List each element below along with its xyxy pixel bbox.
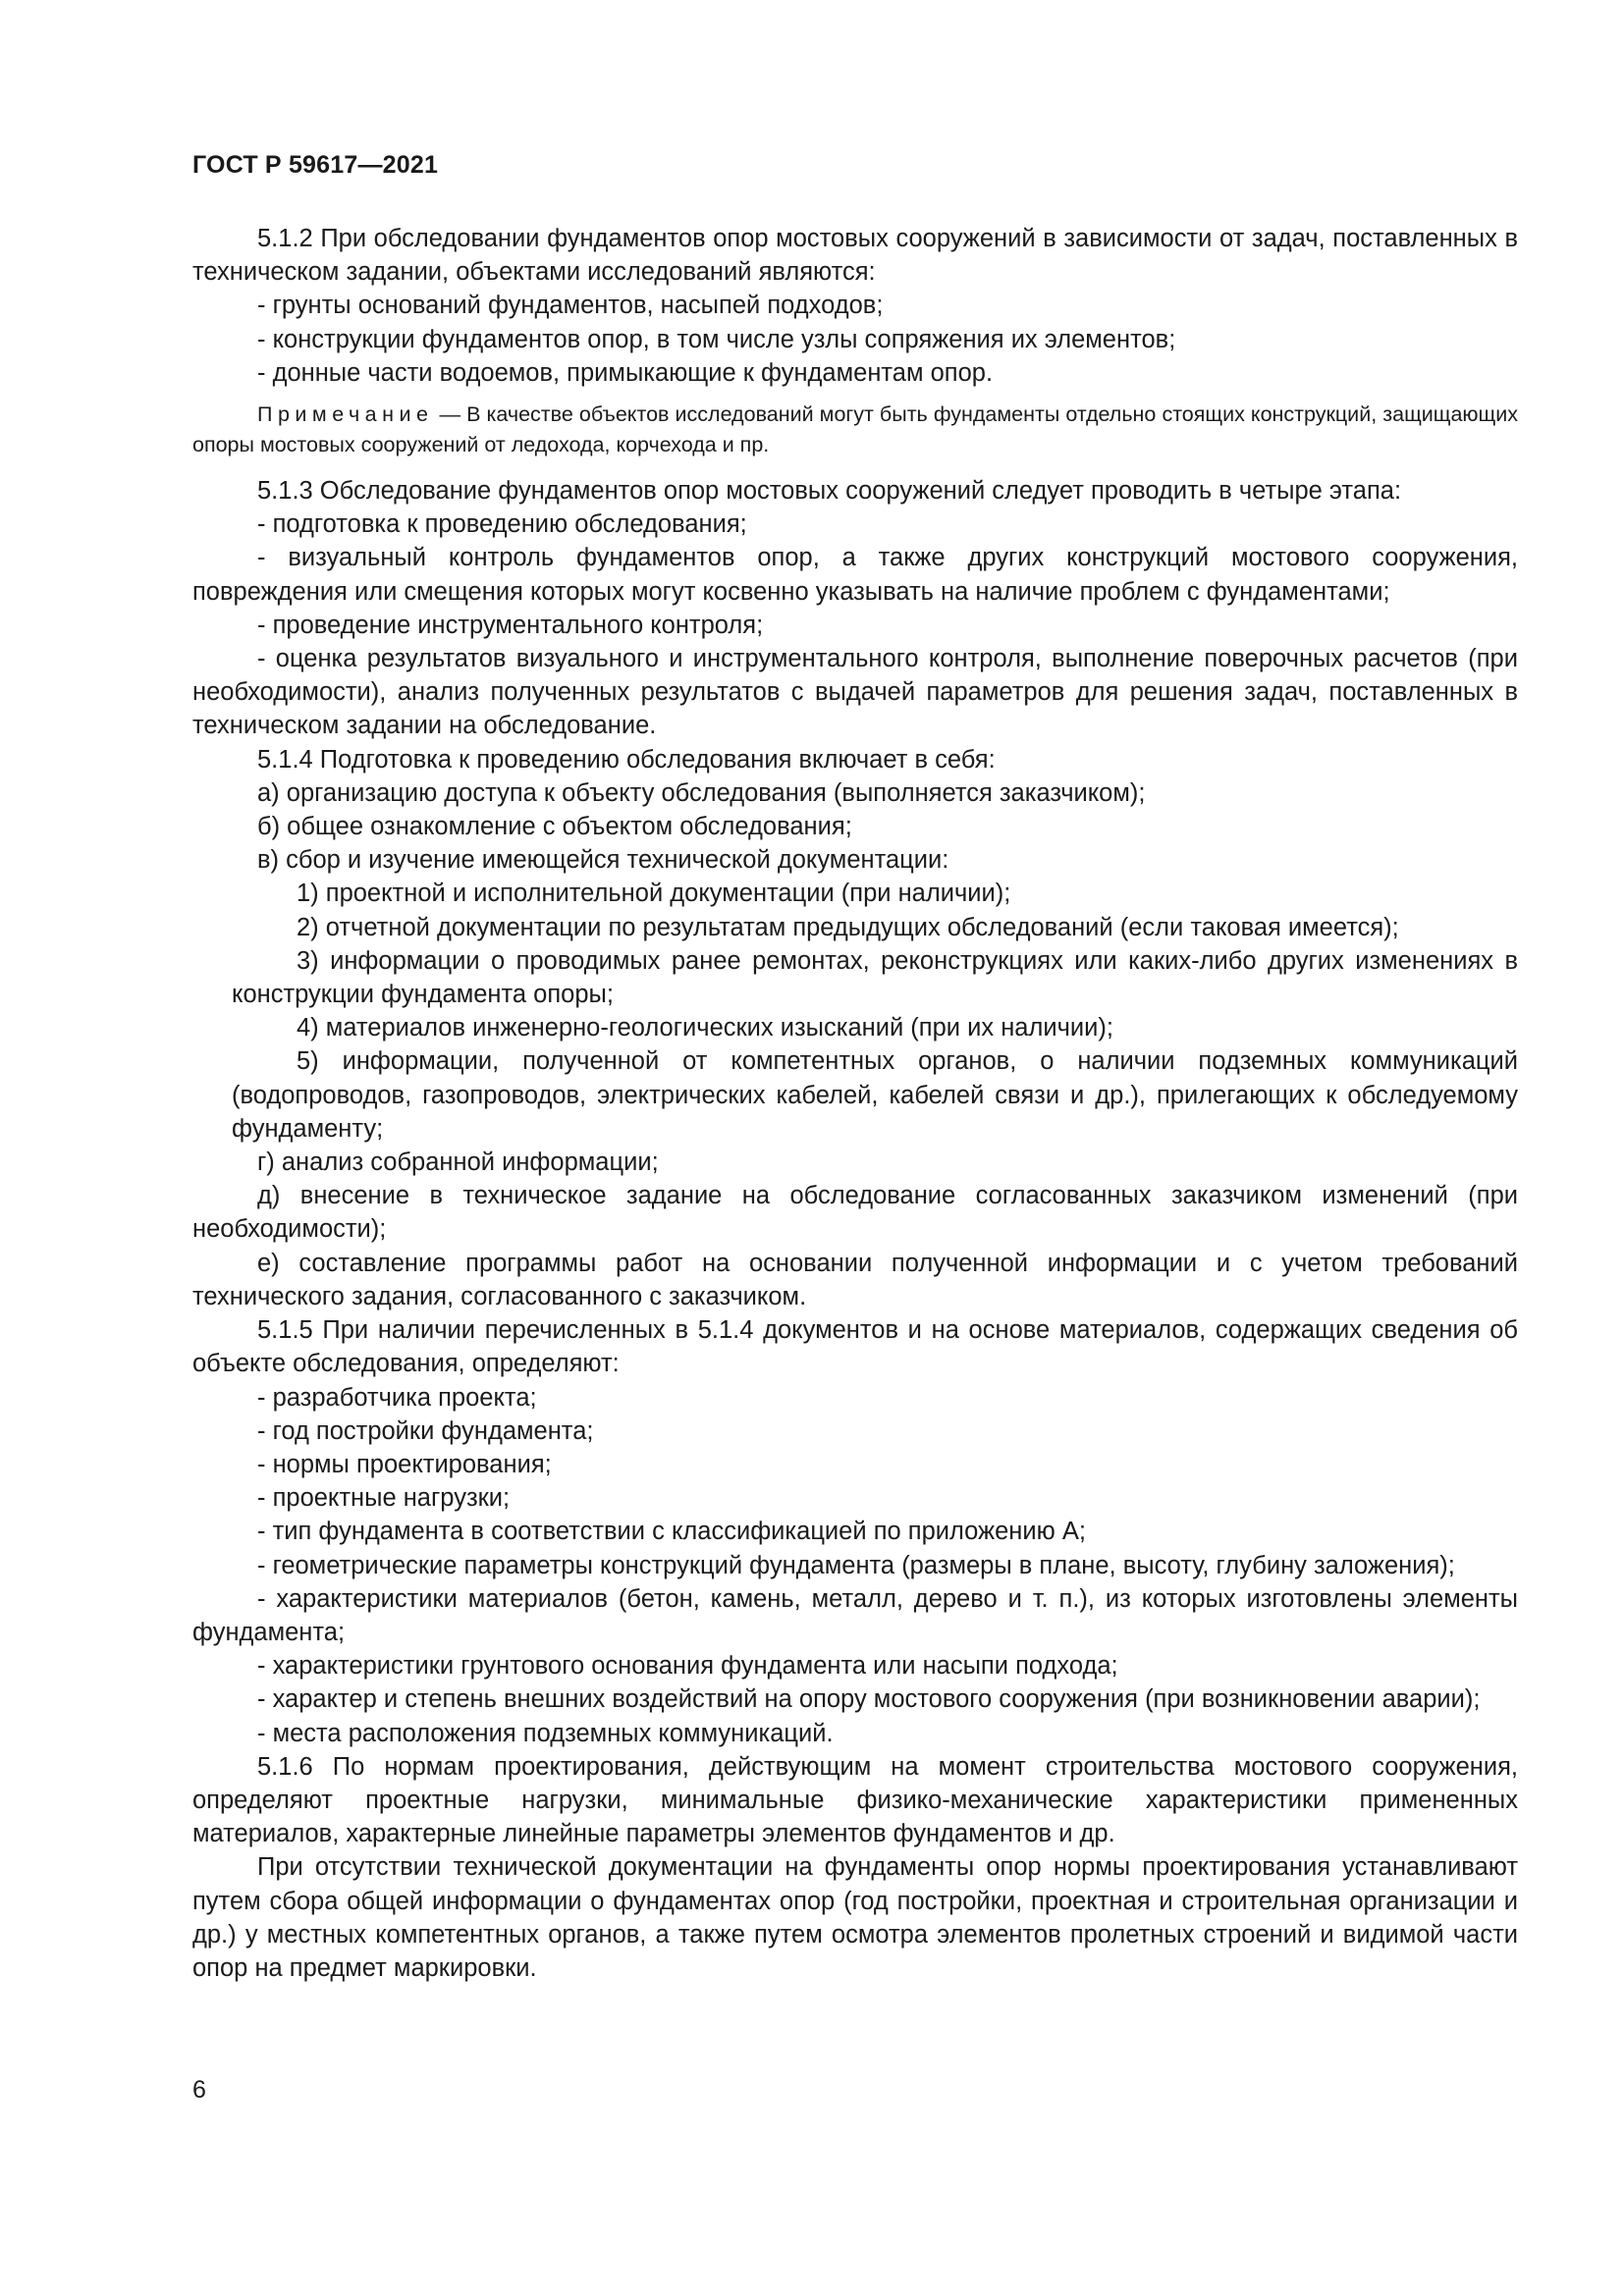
- note-dash: —: [433, 402, 467, 427]
- sub-list-item: 1) проектной и исполнительной документации (при наличии);: [297, 880, 1011, 908]
- sub-list-item: 4) материалов инженерно-геологических изысканий (при их наличии);: [297, 1014, 1113, 1042]
- list-item: е) составление программы работ на основании полученной информации и с учетом требований технического задания, согласованного с заказчиком.: [192, 1249, 1518, 1310]
- list-item: - характеристики грунтового основания фундамента или насыпи подхода;: [257, 1652, 1118, 1681]
- note-text: В качестве объектов исследований могут быть фундаменты отдельно стоящих конструкций, защищающих опоры мостовых сооружений от ледохода, корчехода и пр.: [192, 402, 1518, 457]
- list-item: - места расположения подземных коммуникаций.: [257, 1719, 834, 1747]
- list-item: - нормы проектирования;: [257, 1450, 552, 1478]
- list-item: - подготовка к проведению обследования;: [257, 510, 747, 539]
- clause-5-1-2: 5.1.2 При обследовании фундаментов опор мостовых сооружений в зависимости от задач, поставленных в техническом задании, объектами исследований являются:: [192, 225, 1518, 287]
- list-item: - характеристики материалов (бетон, камень, металл, дерево и т. п.), из которых изготовлены элементы фундамента;: [192, 1584, 1518, 1646]
- list-item: г) анализ собранной информации;: [257, 1148, 659, 1177]
- list-item: д) внесение в техническое задание на обследование согласованных заказчиком изменений (при необходимости);: [192, 1182, 1518, 1244]
- list-item: - год постройки фундамента;: [257, 1416, 594, 1445]
- list-item: - разработчика проекта;: [257, 1383, 537, 1412]
- note-label: Примечание: [257, 402, 434, 427]
- list-item: - визуальный контроль фундаментов опор, а также других конструкций мостового сооружения, повреждения или смещения которых могут косвенно указывать на наличие проблем с фундаментами;: [192, 544, 1518, 606]
- list-item: - проектные нагрузки;: [257, 1484, 511, 1513]
- list-item: - конструкции фундаментов опор, в том числе узлы сопряжения их элементов;: [257, 325, 1176, 353]
- sub-list-item: 3) информации о проводимых ранее ремонтах, реконструкциях или каких-либо других изменениях в конструкции фундамента опоры;: [232, 946, 1518, 1009]
- list-item: - грунты оснований фундаментов, насыпей подходов;: [257, 292, 884, 320]
- list-item: - тип фундамента в соответствии с классификацией по приложению А;: [257, 1518, 1086, 1546]
- list-item: - оценка результатов визуального и инструментального контроля, выполнение поверочных расчетов (при необходимости), анализ полученных результатов с выдачей параметров для решения задач, поставленных в техническом задании на обследование.: [192, 645, 1518, 740]
- list-item: - характер и степень внешних воздействий на опору мостового сооружения (при возникновении аварии);: [257, 1685, 1481, 1714]
- clause-5-1-6: 5.1.6 По нормам проектирования, действующим на момент строительства мостового сооружения, определяют проектные нагрузки, минимальные физико-механические характеристики примененных материалов, характерные линейные параметры элементов фундаментов и др.: [192, 1752, 1518, 1848]
- sub-list-item: 5) информации, полученной от компетентных органов, о наличии подземных коммуникаций (водопроводов, газопроводов, электрических кабелей, кабелей связи и др.), прилегающих к обследуемому фундаменту;: [232, 1047, 1518, 1143]
- document-body: [192, 222, 1518, 1985]
- paragraph: При отсутствии технической документации на фундаменты опор нормы проектирования устанавливают путем сбора общей информации о фундаментах опор (год постройки, проектная и строительная организации и др.) у местных компетентных органов, а также путем осмотра элементов пролетных строений и видимой части опор на предмет маркировки.: [192, 1853, 1518, 1982]
- list-item: - проведение инструментального контроля;: [257, 611, 764, 639]
- document-header: ГОСТ Р 59617—2021: [192, 151, 439, 179]
- page-number: 6: [192, 2076, 206, 2104]
- note: [192, 400, 1518, 460]
- sub-list-item: 2) отчетной документации по результатам предыдущих обследований (если таковая имеется);: [297, 913, 1399, 941]
- clause-5-1-4: 5.1.4 Подготовка к проведению обследования включает в себя:: [257, 745, 996, 774]
- list-item: а) организацию доступа к объекту обследования (выполняется заказчиком);: [257, 778, 1146, 807]
- list-item: б) общее ознакомление с объектом обследования;: [257, 813, 852, 841]
- list-item: в) сбор и изучение имеющейся технической документации:: [257, 846, 949, 875]
- list-item: - геометрические параметры конструкций фундамента (размеры в плане, высоту, глубину заложения);: [257, 1551, 1455, 1579]
- clause-5-1-5: 5.1.5 При наличии перечисленных в 5.1.4 документов и на основе материалов, содержащих сведения об объекте обследования, определяют:: [192, 1316, 1518, 1378]
- list-item: - донные части водоемов, примыкающие к фундаментам опор.: [257, 358, 994, 387]
- clause-5-1-3: 5.1.3 Обследование фундаментов опор мостовых сооружений следует проводить в четыре этапа:: [257, 477, 1402, 506]
